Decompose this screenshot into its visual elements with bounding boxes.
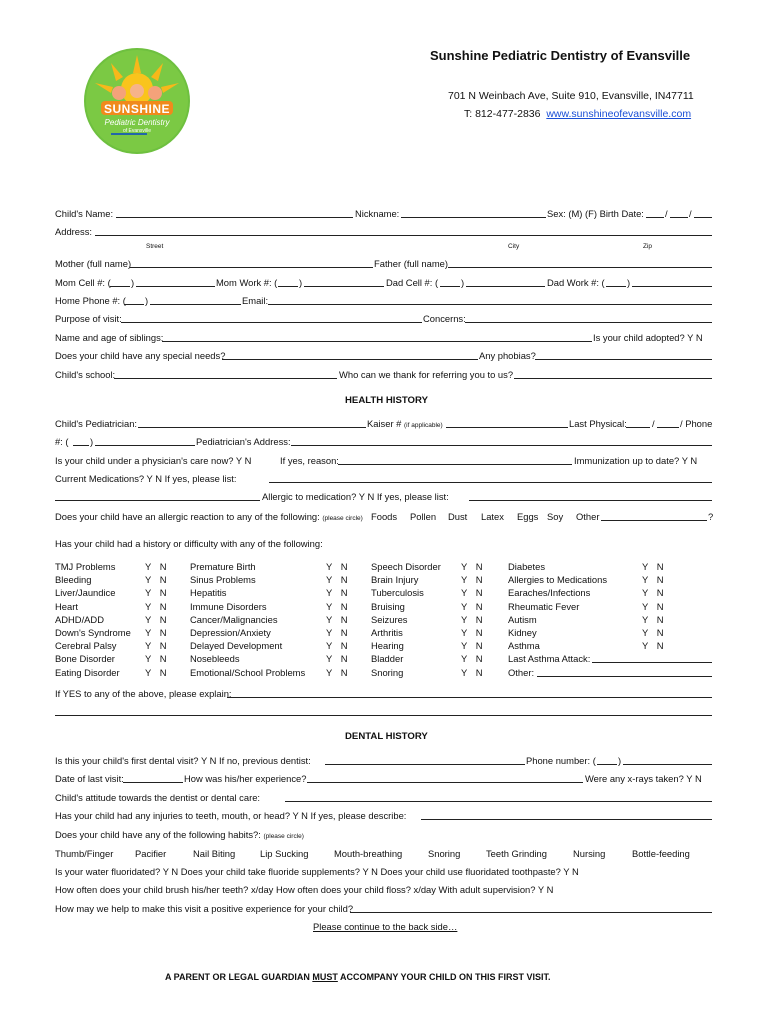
ped-phone-area-field[interactable] — [73, 445, 89, 446]
condition-col3-item: Bladder — [371, 653, 404, 665]
footer-notice — [165, 972, 551, 983]
special-needs-label: Does your child have any special needs? — [55, 350, 226, 361]
logo — [81, 47, 193, 155]
address-label: Address: — [55, 226, 92, 237]
pediatrician-field[interactable] — [138, 427, 366, 428]
habits-text: Does your child have any of the following habits?: — [55, 829, 261, 840]
dad-work-paren: ) — [627, 277, 631, 288]
last-physical-slash: / — [652, 418, 655, 429]
allergen-dust[interactable]: Dust — [448, 511, 468, 522]
condition-col4-yn[interactable]: Y N — [642, 627, 664, 638]
birth-month-field[interactable] — [646, 217, 664, 218]
history-question: Has your child had a history or difficulty with any of the following: — [55, 538, 323, 549]
condition-col4-item: Rheumatic Fever — [508, 600, 580, 612]
current-meds-question[interactable]: Current Medications? Y N If yes, please list: — [55, 473, 237, 484]
sex-birth-label: Sex: (M) (F) Birth Date: — [547, 208, 644, 219]
condition-col4-item: Other: — [508, 666, 535, 678]
referral-label: Who can we thank for referring you to us? — [339, 369, 514, 380]
allergen-soy[interactable]: Soy — [547, 511, 564, 522]
condition-col2-yn[interactable]: Y N — [326, 653, 348, 665]
condition-col1-item: Eating Disorder — [55, 666, 120, 678]
condition-col1-item: Down's Syndrome — [55, 627, 131, 638]
home-phone-area-field[interactable] — [124, 304, 144, 305]
allergen-other[interactable]: Other — [576, 511, 600, 522]
childs-name-field[interactable] — [116, 217, 353, 218]
positive-experience-label: How may we help to make this visit a positive experience for your child? — [55, 903, 354, 914]
nickname-label: Nickname: — [355, 208, 400, 219]
condition-col2-yn[interactable]: Y N — [326, 574, 348, 586]
dentist-phone-label: Phone number: ( — [526, 755, 596, 766]
condition-col4-yn[interactable]: Y N — [642, 640, 664, 652]
pediatrician-label: Child's Pediatrician: — [55, 418, 138, 429]
allergen-eggs[interactable]: Eggs — [517, 511, 539, 522]
condition-col1-item: TMJ Problems — [55, 561, 116, 572]
mom-cell-paren: ) — [131, 277, 135, 288]
condition-col3-item: Bruising — [371, 600, 405, 612]
condition-col2-item: Delayed Development — [190, 640, 283, 652]
email-field[interactable] — [268, 304, 712, 305]
mom-work-area-field[interactable] — [278, 286, 298, 287]
injuries-question[interactable]: Has your child had any injuries to teeth, mouth, or head? Y N If yes, please describe: — [55, 810, 407, 821]
dad-cell-paren: ) — [461, 277, 465, 288]
footer-part1: A PARENT OR LEGAL GUARDIAN — [165, 972, 313, 982]
clinic-phone: T: 812-477-2836 — [464, 108, 541, 120]
mother-field[interactable] — [130, 267, 373, 268]
ped-address-label: Pediatrician's Address: — [196, 436, 291, 447]
condition-col2-yn[interactable]: Y N — [326, 587, 348, 599]
condition-col1-yn[interactable]: Y N — [145, 613, 167, 625]
clinic-contact — [464, 108, 691, 120]
condition-col4-yn[interactable]: Y N — [642, 574, 664, 586]
dad-work-field[interactable] — [632, 286, 712, 287]
birth-year-field[interactable] — [694, 217, 712, 218]
condition-col1-item: Bleeding — [55, 574, 92, 586]
current-meds-field[interactable] — [269, 482, 712, 483]
condition-col1-yn[interactable]: Y N — [145, 587, 167, 599]
mom-cell-field[interactable] — [136, 286, 215, 287]
condition-col3-item: Tuberculosis — [371, 587, 424, 599]
last-physical-label: Last Physical: — [569, 418, 627, 429]
previous-dentist-field[interactable] — [325, 764, 525, 765]
condition-col3-item: Snoring — [371, 666, 404, 678]
habit-snoring[interactable]: Snoring — [428, 848, 461, 859]
school-label: Child's school: — [55, 369, 116, 380]
condition-col2-item: Nosebleeds — [190, 653, 240, 665]
condition-col2-item: Sinus Problems — [190, 574, 256, 586]
fluoride-questions[interactable]: Is your water fluoridated? Y N Does your child take fluoride supplements? Y N Does your child use fluoridated toothpaste? Y N — [55, 866, 579, 877]
condition-col3-yn[interactable]: Y N — [461, 561, 483, 572]
allergic-reaction-text: Does your child have an allergic reaction to any of the following: — [55, 511, 320, 522]
condition-col3-yn[interactable]: Y N — [461, 574, 483, 586]
current-meds-field-2[interactable] — [55, 500, 260, 501]
footer-must: MUST — [312, 972, 338, 982]
allergen-other-field[interactable] — [601, 520, 707, 521]
home-phone-label: Home Phone #: ( — [55, 295, 126, 306]
explain-label: If YES to any of the above, please explain: — [55, 688, 232, 699]
home-phone-paren: ) — [145, 295, 149, 306]
condition-col3-yn[interactable]: Y N — [461, 587, 483, 599]
immunization-question[interactable]: Immunization up to date? Y N — [574, 455, 698, 466]
condition-col4-yn[interactable]: Y N — [642, 613, 664, 625]
condition-col4-yn[interactable]: Y N — [642, 561, 664, 572]
siblings-field[interactable] — [162, 341, 592, 342]
allergic-please-circle: (please circle) — [322, 515, 363, 522]
birth-slash-2: / — [689, 208, 692, 219]
condition-col2-item: Immune Disorders — [190, 600, 267, 612]
condition-col1-yn[interactable]: Y N — [145, 574, 167, 586]
city-caption: City — [508, 243, 520, 250]
condition-col2-item: Cancer/Malignancies — [190, 613, 278, 625]
condition-col4-item: Diabetes — [508, 561, 546, 572]
allergen-foods[interactable]: Foods — [371, 511, 398, 522]
explain-field-2[interactable] — [55, 715, 712, 716]
kaiser-field[interactable] — [446, 427, 568, 428]
referral-field[interactable] — [514, 378, 712, 379]
condition-col3-yn[interactable]: Y N — [461, 600, 483, 612]
condition-col4-item: Earaches/Infections — [508, 587, 591, 599]
dad-cell-area-field[interactable] — [440, 286, 460, 287]
ped-phone-paren: ) — [90, 436, 94, 447]
condition-col2-yn[interactable]: Y N — [326, 613, 348, 625]
condition-col3-item: Arthritis — [371, 627, 403, 638]
last-visit-label: Date of last visit: — [55, 773, 124, 784]
condition-col3-yn[interactable]: Y N — [461, 666, 483, 678]
kaiser-applicable: (if applicable) — [404, 422, 443, 429]
ped-phone-label: / Phone — [680, 418, 713, 429]
school-field[interactable] — [114, 378, 337, 379]
condition-col1-yn[interactable]: Y N — [145, 640, 167, 652]
allergic-med-field[interactable] — [469, 500, 712, 501]
siblings-label: Name and age of siblings: — [55, 332, 164, 343]
clinic-name: Sunshine Pediatric Dentistry of Evansville — [430, 48, 691, 63]
condition-col3-yn[interactable]: Y N — [461, 640, 483, 652]
under-care-question[interactable]: Is your child under a physician's care now? Y N — [55, 455, 252, 466]
allergic-med-question[interactable]: Allergic to medication? Y N If yes, please list: — [262, 491, 449, 502]
condition-col1-item: Heart — [55, 600, 78, 612]
mom-cell-label: Mom Cell #: ( — [55, 277, 111, 288]
ped-phone-field[interactable] — [95, 445, 195, 446]
mother-label: Mother (full name) — [55, 258, 132, 269]
last-visit-field[interactable] — [123, 782, 183, 783]
father-field[interactable] — [448, 267, 712, 268]
condition-col1-yn[interactable]: Y N — [145, 561, 167, 572]
dad-work-area-field[interactable] — [606, 286, 626, 287]
condition-col2-item: Premature Birth — [190, 561, 256, 572]
dad-cell-label: Dad Cell #: ( — [386, 277, 439, 288]
condition-col1-item: Cerebral Palsy — [55, 640, 117, 652]
adopted-question[interactable]: Is your child adopted? Y N — [593, 332, 703, 343]
childs-name-label: Child's Name: — [55, 208, 114, 219]
habits-question — [55, 829, 304, 842]
ped-phone-cont: #: ( — [55, 436, 69, 447]
allergen-qmark: ? — [708, 511, 714, 522]
address-field[interactable] — [95, 235, 712, 236]
brushing-questions[interactable]: How often does your child brush his/her teeth? x/day How often does your child floss? x/day With adult supervision? Y N — [55, 884, 554, 895]
condition-col4-item: Kidney — [508, 627, 537, 638]
last-physical-year-field[interactable] — [657, 427, 679, 428]
reason-field[interactable] — [338, 464, 572, 465]
reason-label: If yes, reason: — [280, 455, 339, 466]
ped-address-field[interactable] — [291, 445, 712, 446]
purpose-field[interactable] — [121, 322, 422, 323]
street-caption: Street — [146, 243, 164, 250]
phobias-label: Any phobias? — [479, 350, 536, 361]
xrays-question[interactable]: Were any x-rays taken? Y N — [585, 773, 702, 784]
dentist-phone-area-field[interactable] — [597, 764, 617, 765]
condition-col2-yn[interactable]: Y N — [326, 627, 348, 638]
condition-col3-item: Seizures — [371, 613, 408, 625]
condition-col2-item: Emotional/School Problems — [190, 666, 306, 678]
condition-col3-yn[interactable]: Y N — [461, 613, 483, 625]
concerns-field[interactable] — [465, 322, 712, 323]
habit-lip-sucking[interactable]: Lip Sucking — [260, 848, 309, 859]
mom-cell-area-field[interactable] — [110, 286, 130, 287]
continue-note: Please continue to the back side… — [313, 921, 458, 932]
habit-mouth-breathing[interactable]: Mouth-breathing — [334, 848, 403, 859]
habit-pacifier[interactable]: Pacifier — [135, 848, 167, 859]
condition-col3-item: Speech Disorder — [371, 561, 441, 572]
condition-col3-item: Hearing — [371, 640, 404, 652]
clinic-website-link[interactable]: www.sunshineofevansville.com — [546, 108, 692, 120]
attitude-label: Child's attitude towards the dentist or dental care: — [55, 792, 261, 803]
mom-work-field[interactable] — [304, 286, 384, 287]
condition-col3-yn[interactable]: Y N — [461, 627, 483, 638]
condition-col4-item: Last Asthma Attack: — [508, 653, 591, 665]
injuries-field[interactable] — [421, 819, 712, 820]
habit-teeth-grinding[interactable]: Teeth Grinding — [486, 848, 547, 859]
dentist-phone-paren: ) — [618, 755, 622, 766]
condition-col2-yn[interactable]: Y N — [326, 561, 348, 572]
condition-col1-yn[interactable]: Y N — [145, 666, 167, 678]
habit-nail-biting[interactable]: Nail Biting — [193, 848, 236, 859]
experience-label: How was his/her experience? — [184, 773, 307, 784]
last-physical-month-field[interactable] — [626, 427, 650, 428]
condition-col2-item: Hepatitis — [190, 587, 227, 599]
mom-work-paren: ) — [299, 277, 303, 288]
condition-col2-yn[interactable]: Y N — [326, 666, 348, 678]
experience-field[interactable] — [307, 782, 583, 783]
allergic-reaction-question — [55, 511, 363, 524]
footer-part2: ACCOMPANY YOUR CHILD ON THIS FIRST VISIT. — [337, 972, 551, 982]
condition-col1-item: Bone Disorder — [55, 653, 115, 665]
first-visit-question[interactable]: Is this your child's first dental visit? Y N If no, previous dentist: — [55, 755, 311, 766]
allergen-latex[interactable]: Latex — [481, 511, 504, 522]
condition-col2-yn[interactable]: Y N — [326, 640, 348, 652]
dental-history-heading: DENTAL HISTORY — [345, 731, 428, 742]
positive-experience-field[interactable] — [350, 912, 712, 913]
dad-cell-field[interactable] — [466, 286, 545, 287]
logo-line2: Pediatric Dentistry — [104, 118, 170, 127]
dad-work-label: Dad Work #: ( — [547, 277, 605, 288]
email-label: Email: — [242, 295, 269, 306]
nickname-field[interactable] — [401, 217, 546, 218]
condition-col1-yn[interactable]: Y N — [145, 653, 167, 665]
condition-col2-item: Depression/Anxiety — [190, 627, 271, 638]
condition-col1-yn[interactable]: Y N — [145, 600, 167, 612]
condition-col3-yn[interactable]: Y N — [461, 653, 483, 665]
dentist-phone-field[interactable] — [623, 764, 712, 765]
logo-line3: of Evansville — [122, 128, 152, 134]
birth-slash-1: / — [665, 208, 668, 219]
health-history-heading: HEALTH HISTORY — [345, 395, 428, 406]
logo-line1: SUNSHINE — [103, 102, 170, 116]
home-phone-field[interactable] — [150, 304, 241, 305]
father-label: Father (full name) — [374, 258, 448, 269]
kaiser-label — [367, 418, 443, 431]
condition-col2-yn[interactable]: Y N — [326, 600, 348, 612]
phobias-field[interactable] — [535, 359, 712, 360]
condition-col1-item: Liver/Jaundice — [55, 587, 116, 599]
purpose-label: Purpose of visit: — [55, 313, 122, 324]
condition-col4-yn[interactable]: Y N — [642, 587, 664, 599]
habit-nursing[interactable]: Nursing — [573, 848, 606, 859]
condition-col1-yn[interactable]: Y N — [145, 627, 167, 638]
concerns-label: Concerns: — [423, 313, 466, 324]
condition-col4-item: Asthma — [508, 640, 540, 652]
condition-col4-item: Allergies to Medications — [508, 574, 608, 586]
allergen-pollen[interactable]: Pollen — [410, 511, 437, 522]
mom-work-label: Mom Work #: ( — [216, 277, 278, 288]
logo-graphic — [81, 47, 193, 155]
habits-please-circle: (please circle) — [263, 833, 304, 840]
condition-col3-item: Brain Injury — [371, 574, 419, 586]
special-needs-field[interactable] — [222, 359, 478, 360]
habit-thumb[interactable]: Thumb/Finger — [55, 848, 114, 859]
attitude-field[interactable] — [285, 801, 712, 802]
condition-col4-item: Autism — [508, 613, 537, 625]
explain-field[interactable] — [227, 697, 712, 698]
other-condition-field[interactable] — [537, 676, 712, 677]
condition-col4-yn[interactable]: Y N — [642, 600, 664, 612]
birth-day-field[interactable] — [670, 217, 688, 218]
last-asthma-attack-field[interactable] — [592, 662, 712, 663]
condition-col1-item: ADHD/ADD — [55, 613, 104, 625]
kaiser-text: Kaiser # — [367, 418, 402, 429]
zip-caption: Zip — [643, 243, 653, 250]
habit-bottle-feeding[interactable]: Bottle-feeding — [632, 848, 690, 859]
clinic-address: 701 N Weinbach Ave, Suite 910, Evansville, IN47711 — [448, 90, 694, 102]
